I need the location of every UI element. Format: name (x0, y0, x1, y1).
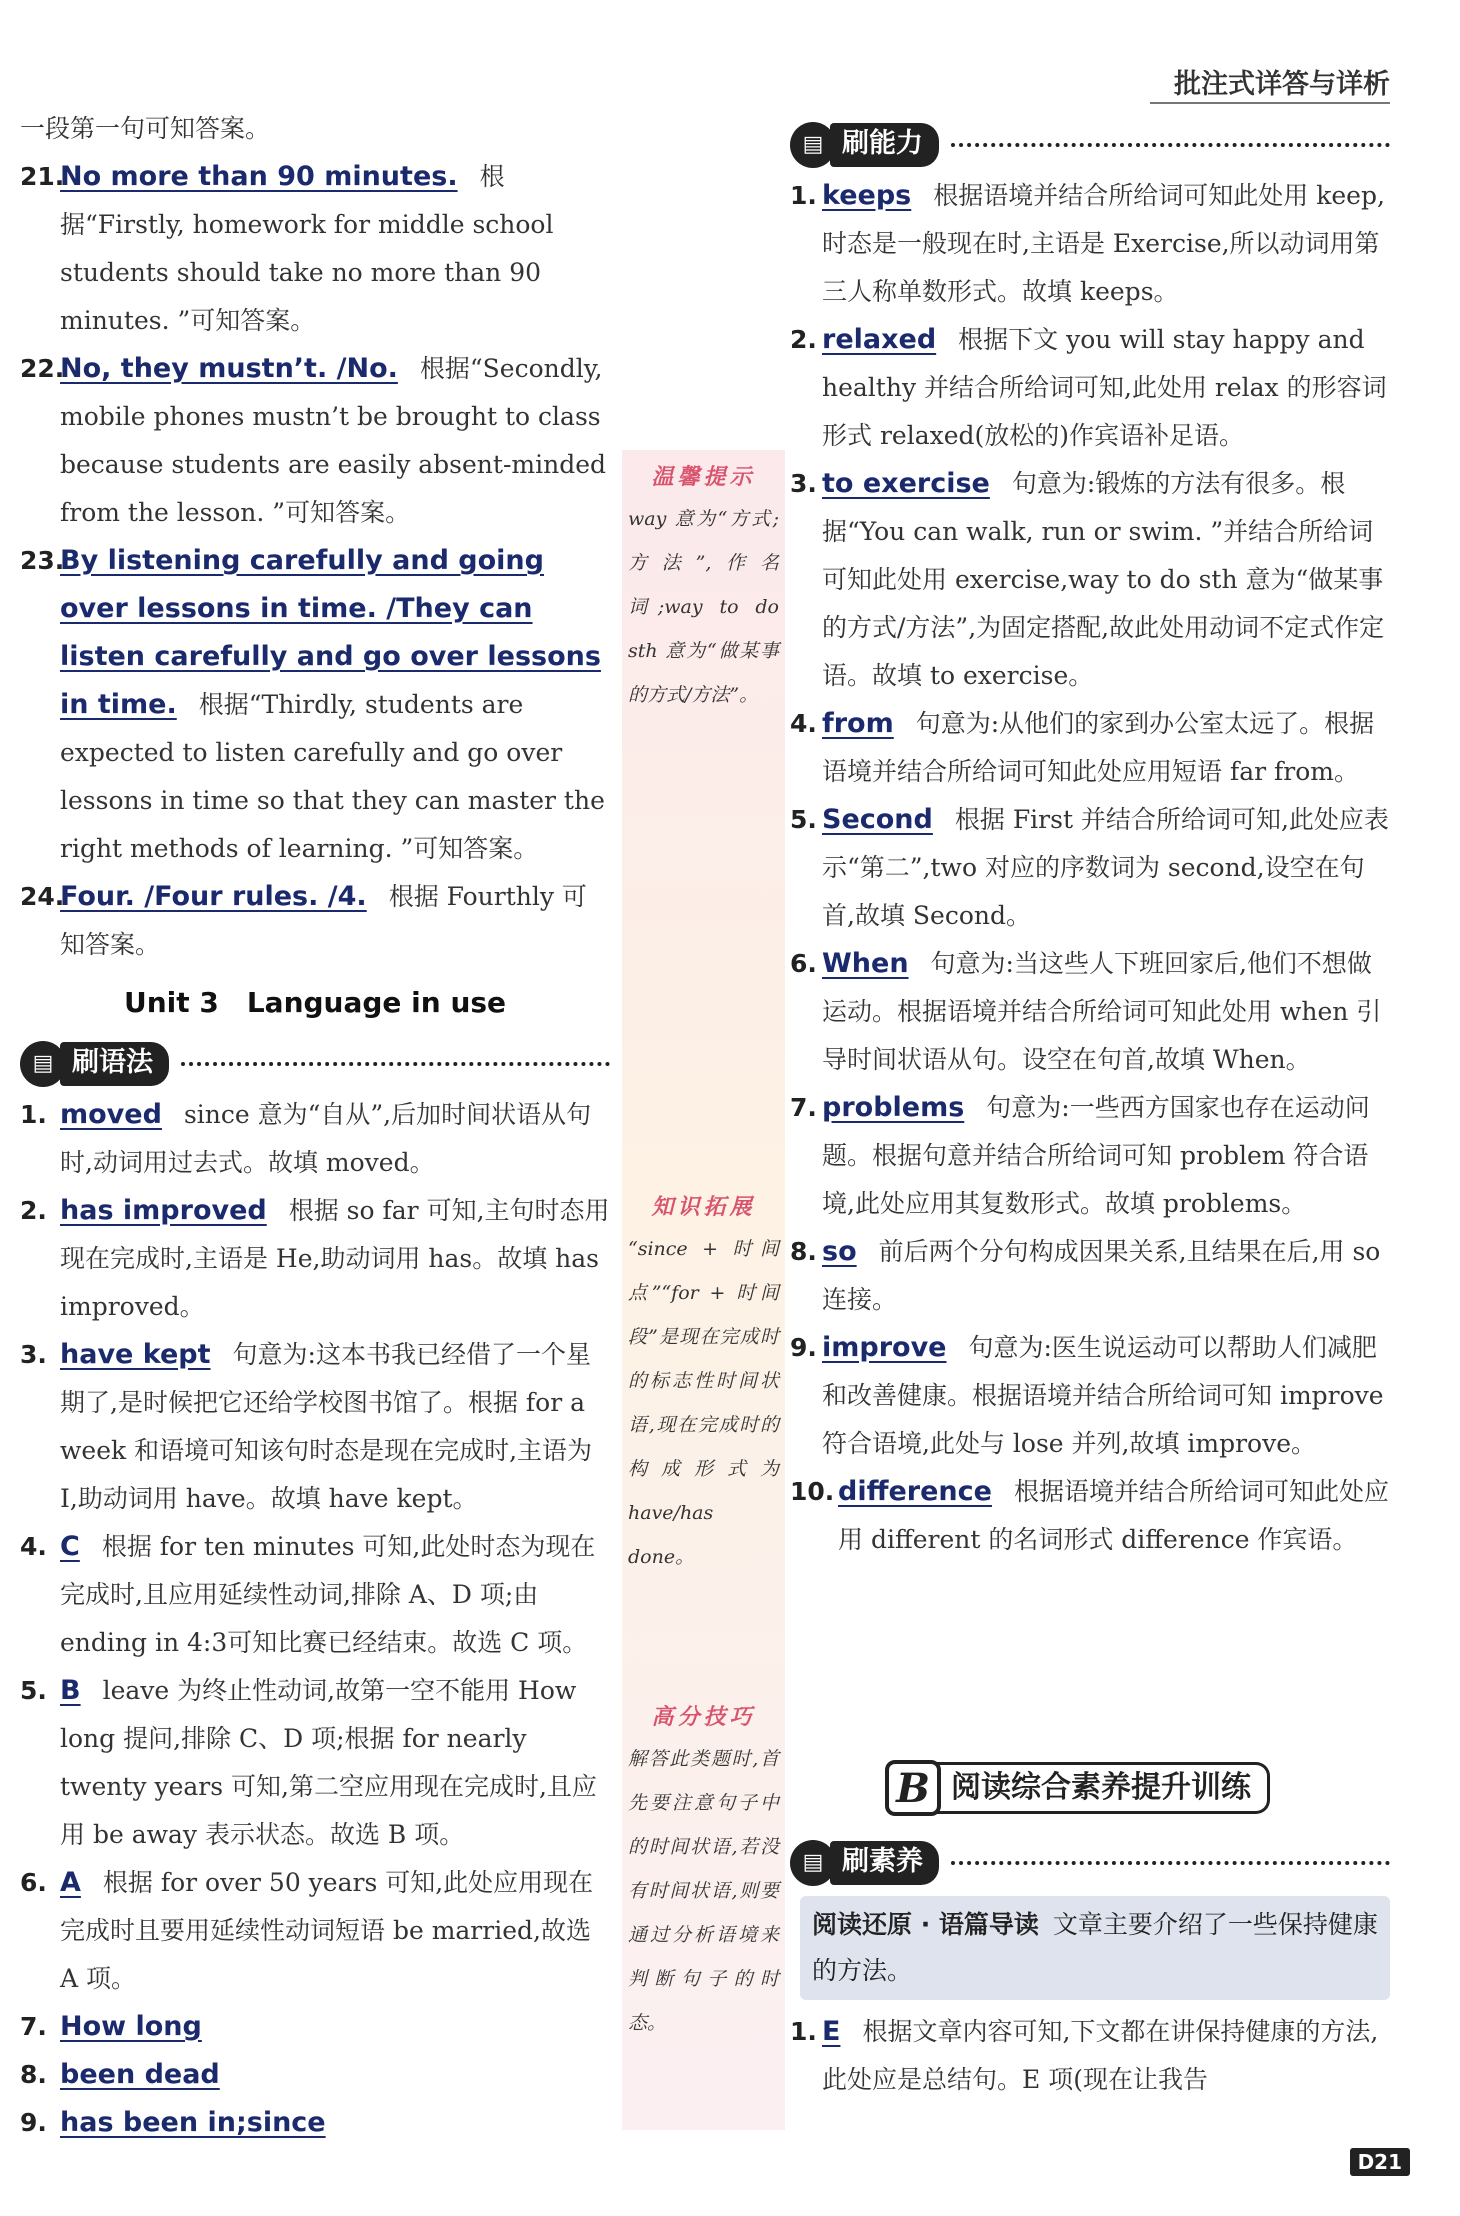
answer-key: keeps (822, 180, 912, 211)
answer-key: problems (822, 1092, 965, 1123)
note-title: 知识拓展 (651, 1194, 756, 1220)
answer-number: 10. (790, 1477, 835, 1506)
section-b-banner (885, 1760, 1270, 1816)
answers-21-24 (20, 153, 610, 969)
answer-item (790, 796, 1390, 940)
answer-number: 4. (20, 1532, 47, 1561)
answer-item (20, 2003, 610, 2051)
section-header-literacy (790, 1838, 1390, 1888)
answer-number: 3. (20, 1340, 47, 1369)
answer-key: relaxed (822, 324, 937, 355)
answer-item (790, 1228, 1390, 1324)
answer-key: has been in;since (60, 2107, 326, 2138)
literacy-block (790, 1836, 1390, 2104)
answer-number: 1. (790, 181, 817, 210)
note-knowledge (622, 1190, 785, 1579)
answer-key: No more than 90 minutes. (60, 161, 458, 192)
header-divider (1150, 102, 1390, 104)
answer-explanation: since 意为“自从”,后加时间状语从句时,动词用过去式。故填 moved。 (60, 1100, 592, 1177)
dotted-divider (951, 143, 1390, 147)
answer-item (20, 345, 610, 537)
answer-key: Second (822, 804, 933, 835)
answer-explanation: 根据“Secondly, mobile phones mustn’t be brought to class because students are easily absent-minded from the lesson. ”可知答案。 (60, 354, 606, 527)
note-text: way 意为“方式;方法”,作名词;way to do sth 意为“做某事的方式/方法”。 (628, 508, 779, 706)
answer-item (20, 1091, 610, 1187)
note-skill (622, 1700, 785, 2045)
answer-item (20, 873, 610, 969)
answer-item (790, 172, 1390, 316)
note-text: 解答此类题时,首先要注意句子中的时间状语,若没有时间状语,则要通过分析语境来判断句子的时态。 (628, 1748, 779, 2034)
answer-item (20, 1331, 610, 1523)
answer-key: moved (60, 1099, 162, 1130)
answer-number: 6. (790, 949, 817, 978)
answer-number: 21. (20, 162, 65, 191)
note-title: 温馨提示 (651, 464, 756, 490)
answer-explanation: 句意为:这本书我已经借了一个星期了,是时候把它还给学校图书馆了。根据 for a week 和语境可知该句时态是现在完成时,主语为 I,助动词用 have。故填 have kept。 (60, 1340, 593, 1513)
note-tip (622, 460, 785, 717)
answer-item (20, 1667, 610, 1859)
right-column (790, 118, 1390, 1564)
answer-key: When (822, 948, 909, 979)
answer-key: to exercise (822, 468, 990, 499)
section-header-ability (790, 120, 1390, 170)
answer-item (790, 316, 1390, 460)
answer-number: 7. (20, 2012, 47, 2041)
answer-key: A (60, 1867, 81, 1898)
answer-number: 24. (20, 882, 65, 911)
answer-number: 2. (20, 1196, 47, 1225)
section-label: 刷能力 (830, 123, 939, 167)
answer-item (790, 2008, 1390, 2104)
intro-text: 一段第一句可知答案。 (20, 114, 271, 143)
answer-key: improve (822, 1332, 947, 1363)
answer-item (20, 537, 610, 873)
book-icon: ▤ (790, 1840, 836, 1886)
answer-item (790, 460, 1390, 700)
answer-number: 3. (790, 469, 817, 498)
answer-explanation: 根据 for over 50 years 可知,此处应用现在完成时且要用延续性动词短语 be married,故选 A 项。 (60, 1868, 594, 1993)
answer-number: 2. (790, 325, 817, 354)
answer-explanation: 根据语境并结合所给词可知此处用 keep,时态是一般现在时,主语是 Exercise,所以动词用第三人称单数形式。故填 keeps。 (822, 181, 1385, 306)
dotted-divider (181, 1062, 610, 1066)
answer-number: 5. (790, 805, 817, 834)
note-text: “since + 时间点”“for + 时间段”是现在完成时的标志性时间状语,现在完成时的构成形式为 have/has done。 (628, 1238, 779, 1568)
answer-key: so (822, 1236, 857, 1267)
answer-item (20, 2099, 610, 2147)
unit-title: Unit 3 Language in use (123, 986, 507, 1019)
answer-key: difference (838, 1476, 992, 1507)
answer-explanation: 句意为:医生说运动可以帮助人们减肥和改善健康。根据语境并结合所给词可知 improve 符合语境,此处与 lose 并列,故填 improve。 (822, 1333, 1384, 1458)
answer-explanation: 根据“Thirdly, students are expected to listen carefully and go over lessons in time so that they can master the right methods of learning. ”可知答案。 (60, 690, 605, 863)
answer-key: been dead (60, 2059, 220, 2090)
book-icon: ▤ (20, 1041, 66, 1087)
answer-key: C (60, 1531, 80, 1562)
answer-item (790, 1084, 1390, 1228)
answer-number: 1. (790, 2017, 817, 2046)
guide-label: 阅读还原 · 语篇导读 (812, 1910, 1039, 1939)
answer-item (790, 940, 1390, 1084)
answer-explanation: 根据“Firstly, homework for middle school students should take no more than 90 minutes. ”可知答案。 (60, 162, 554, 335)
answer-explanation: 句意为:一些西方国家也存在运动问题。根据句意并结合所给词可知 problem 符合语境,此处应用其复数形式。故填 problems。 (822, 1093, 1370, 1218)
answer-explanation: 句意为:当这些人下班回家后,他们不想做运动。根据语境并结合所给词可知此处用 when 引导时间状语从句。设空在句首,故填 When。 (822, 949, 1382, 1074)
answer-item (20, 1859, 610, 2003)
answer-item (790, 700, 1390, 796)
section-label: 刷语法 (60, 1042, 169, 1086)
answer-item (790, 1468, 1390, 1564)
answer-number: 8. (790, 1237, 817, 1266)
answer-explanation: 根据 for ten minutes 可知,此处时态为现在完成时,且应用延续性动词,排除 A、D 项;由 ending in 4:3可知比赛已经结束。故选 C 项。 (60, 1532, 596, 1657)
answer-key: B (60, 1675, 81, 1706)
reading-guide-box (800, 1896, 1390, 2000)
section-header-grammar (20, 1039, 610, 1089)
answer-key: has improved (60, 1195, 267, 1226)
answer-key: E (822, 2016, 841, 2047)
answer-number: 1. (20, 1100, 47, 1129)
answer-number: 22. (20, 354, 65, 383)
answer-explanation: 句意为:锻炼的方法有很多。根据“You can walk, run or swim. ”并结合所给词可知此处用 exercise,way to do sth 意为“做某事的方式/方法”,为固定搭配,故此处用动词不定式作定语。故填 to exercise。 (822, 469, 1385, 690)
answer-explanation: 根据 First 并结合所给词可知,此处应表示“第二”,two 对应的序数词为 second,设空在句首,故填 Second。 (822, 805, 1389, 930)
answer-number: 5. (20, 1676, 47, 1705)
answer-item (790, 1324, 1390, 1468)
answer-key: from (822, 708, 894, 739)
answer-key: have kept (60, 1339, 211, 1370)
answer-number: 23. (20, 546, 65, 575)
page-header-title: 批注式详答与详析 (1174, 69, 1390, 100)
guide-text: 文章主要介绍了一些保持健康的方法。 (812, 1910, 1378, 1985)
answer-number: 6. (20, 1868, 47, 1897)
answer-explanation: 根据语境并结合所给词可知此处应用 different 的名词形式 difference 作宾语。 (838, 1477, 1389, 1554)
answer-explanation: 根据 Fourthly 可知答案。 (60, 882, 587, 959)
answer-key: No, they mustn’t. /No. (60, 353, 398, 384)
answer-explanation: 前后两个分句构成因果关系,且结果在后,用 so 连接。 (822, 1237, 1381, 1314)
note-title: 高分技巧 (651, 1704, 756, 1730)
answer-number: 9. (20, 2108, 47, 2137)
page-number: D21 (1350, 2148, 1410, 2176)
answer-item (20, 153, 610, 345)
left-column (20, 105, 610, 2147)
section-b-title: 阅读综合素养提升训练 (937, 1762, 1270, 1814)
answer-explanation: 根据文章内容可知,下文都在讲保持健康的方法,此处应是总结句。E 项(现在让我告 (822, 2017, 1379, 2094)
dotted-divider (951, 1861, 1390, 1865)
answer-number: 4. (790, 709, 817, 738)
answer-key: How long (60, 2011, 202, 2042)
answer-number: 9. (790, 1333, 817, 1362)
answer-explanation: 句意为:从他们的家到办公室太远了。根据语境并结合所给词可知此处应用短语 far from。 (822, 709, 1375, 786)
book-icon: ▤ (790, 122, 836, 168)
answer-key: Four. /Four rules. /4. (60, 881, 367, 912)
ability-answers (790, 172, 1390, 1564)
answer-explanation: 根据 so far 可知,主句时态用现在完成时,主语是 He,助动词用 has。故填 has improved。 (60, 1196, 610, 1321)
answer-explanation: leave 为终止性动词,故第一空不能用 How long 提问,排除 C、D 项;根据 for nearly twenty years 可知,第二空应用现在完成时,且应用 be away 表示状态。故选 B 项。 (60, 1676, 597, 1849)
answer-item (20, 2051, 610, 2099)
answer-explanation: 根据下文 you will stay happy and healthy 并结合所给词可知,此处用 relax 的形容词形式 relaxed(放松的)作宾语补足语。 (822, 325, 1387, 450)
answer-number: 8. (20, 2060, 47, 2089)
answer-item (20, 1187, 610, 1331)
margin-notes (622, 450, 785, 2130)
answer-item (20, 1523, 610, 1667)
answer-number: 7. (790, 1093, 817, 1122)
section-label: 刷素养 (830, 1841, 939, 1885)
answer-key: By listening carefully and going over lessons in time. /They can listen carefully and go over lessons in time. (60, 545, 601, 720)
section-letter-badge: B (885, 1760, 941, 1816)
grammar-answers (20, 1091, 610, 2147)
